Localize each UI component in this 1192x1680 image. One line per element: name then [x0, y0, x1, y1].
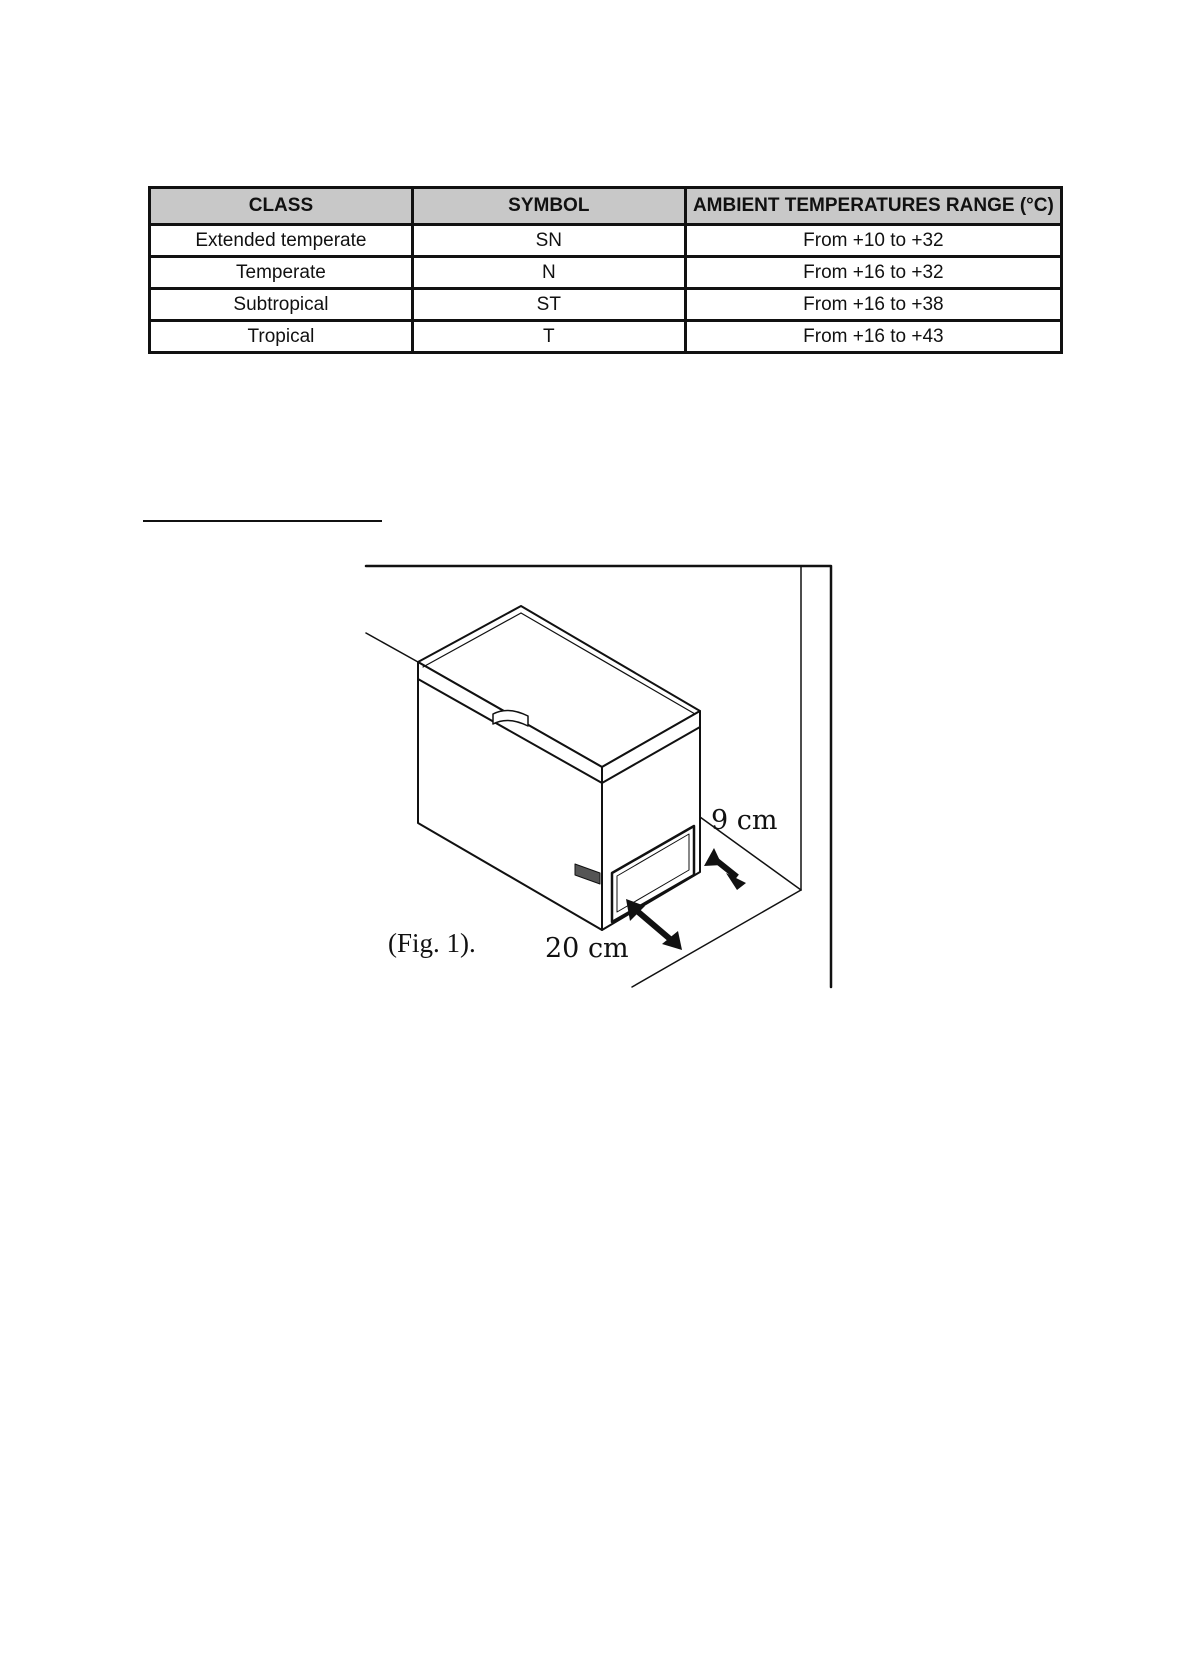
freezer-clearance-figure: [360, 560, 840, 990]
section-heading-underline: [143, 520, 382, 522]
climate-class-table: [148, 186, 1063, 354]
back-clearance-label: 20 cm: [545, 933, 629, 964]
cell-symbol: ST: [412, 289, 685, 321]
cell-symbol: T: [412, 321, 685, 353]
table-header-row: [150, 188, 1062, 225]
side-clearance-label: 9 cm: [711, 805, 778, 836]
cell-symbol: N: [412, 257, 685, 289]
figure-caption: (Fig. 1).: [388, 928, 476, 958]
cell-class: Subtropical: [150, 289, 413, 321]
cell-symbol: SN: [412, 225, 685, 257]
cell-class: Tropical: [150, 321, 413, 353]
cell-range: From +16 to +38: [685, 289, 1061, 321]
table-row: [150, 257, 1062, 289]
floor-right-line: [632, 890, 801, 987]
wall-floor-left-line: [366, 633, 418, 662]
cell-class: Extended temperate: [150, 225, 413, 257]
header-range: AMBIENT TEMPERATURES RANGE (°C): [685, 188, 1061, 225]
table-row: [150, 321, 1062, 353]
freezer-installation-diagram: [360, 560, 840, 990]
back-clearance-arrow: [636, 910, 670, 939]
table-row: [150, 225, 1062, 257]
cell-range: From +16 to +43: [685, 321, 1061, 353]
header-symbol: SYMBOL: [412, 188, 685, 225]
side-arrowhead-top: [704, 848, 722, 866]
cell-class: Temperate: [150, 257, 413, 289]
cell-range: From +16 to +32: [685, 257, 1061, 289]
table-row: [150, 289, 1062, 321]
header-class: CLASS: [150, 188, 413, 225]
cell-range: From +10 to +32: [685, 225, 1061, 257]
